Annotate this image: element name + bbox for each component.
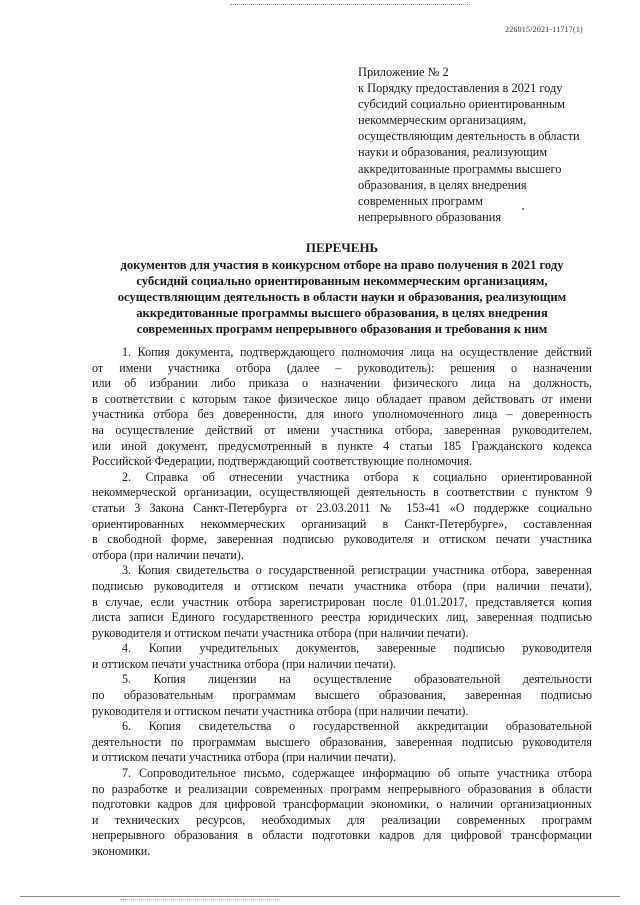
list-item-6 [92, 719, 592, 766]
title-line: аккредитованные программы высшего образования, в целях внедрения [136, 306, 548, 321]
scan-speck [522, 208, 524, 210]
scan-artifact-line [120, 899, 280, 900]
document-title [92, 240, 592, 338]
appendix-line: современных программ [358, 193, 483, 208]
list-item-line: руководителя и оттиском печати участника отбора (при наличии печати). [92, 625, 469, 640]
list-item-line: статьи 3 Закона Санкт-Петербурга от 23.03.2011 № 153-41 «О поддержке социально [92, 500, 592, 515]
list-item-1 [92, 345, 592, 470]
list-item-7 [92, 766, 592, 860]
list-item-line: на осуществление действий от имени участника отбора, заверенная руководителем, [92, 422, 592, 437]
document-number: 226015/2021-11717(1) [505, 25, 583, 34]
appendix-line: субсидий социально ориентированным [358, 97, 565, 112]
title-line: документов для участия в конкурсном отборе на право получения в 2021 году [120, 258, 564, 273]
list-item-line: 6. Копия свидетельства о государственной аккредитации образовательной [122, 719, 592, 734]
scan-artifact-line [20, 896, 620, 897]
title-line: субсидий социально ориентированным некоммерческим организациям, [136, 274, 548, 289]
list-item-4 [92, 641, 592, 672]
list-item-line: подписью руководителя и оттиском печати участника отбора (при наличии печати), [92, 578, 592, 593]
list-item-line: некоммерческой организации, осуществляющей деятельность в соответствии с пунктом 9 [92, 485, 592, 500]
appendix-line: к Порядку предоставления в 2021 году [358, 81, 563, 96]
list-item-2 [92, 470, 592, 564]
list-item-line: и оттиском печати участника отбора (при наличии печати). [92, 656, 397, 671]
list-item-line: и оттиском печати участника отбора (при наличии печати). [92, 750, 397, 765]
list-item-line: и технических ресурсов, необходимых для реализации современных программ [92, 812, 592, 827]
appendix-line: образования, в целях внедрения [358, 177, 527, 192]
title-line: современных программ непрерывного образования и требования к ним [136, 322, 548, 337]
list-item-line: деятельности по программам высшего образования, заверенная подписью руководителя [92, 734, 592, 749]
list-item-line: в случае, если участник отбора зарегистрирован после 01.01.2017, представляется копия [92, 594, 592, 609]
list-item-line: экономики. [92, 844, 151, 858]
list-item-5 [92, 672, 592, 719]
list-item-line: 7. Сопроводительное письмо, содержащее информацию об опыте участника отбора [122, 766, 592, 781]
list-item-line: листа записи Единого государственного реестра юридических лиц, заверенная подписью [92, 610, 592, 625]
list-item-line: или об избрании либо приказа о назначении физического лица на должность, [92, 376, 592, 391]
list-item-line: 5. Копия лицензии на осуществление образовательной деятельности [122, 672, 592, 687]
list-item-line: руководителя и оттиском печати участника отбора (при наличии печати). [92, 703, 469, 718]
list-item-line: 3. Копия свидетельства о государственной регистрации участника отбора, заверенная [122, 563, 592, 578]
list-item-line: по образовательным программам высшего образования, заверенная подписью [92, 688, 592, 703]
list-item-line: или иной документ, предусмотренный в пункте 4 статьи 185 Гражданского кодекса [92, 438, 592, 453]
list-item-3 [92, 563, 592, 641]
document-body [92, 345, 592, 860]
scan-artifact-line [230, 4, 470, 5]
title-heading: ПЕРЕЧЕНЬ [305, 240, 379, 255]
list-item-line: отбора (при наличии печати). [92, 547, 244, 562]
list-item-line: в соответствии с которым такое физическое лицо обладает правом действовать от имени [92, 391, 592, 406]
appendix-line: непрерывного образования [358, 209, 502, 224]
appendix-line: науки и образования, реализующим [358, 145, 548, 160]
appendix-line: аккредитованные программы высшего [358, 161, 562, 176]
list-item-line: 2. Справка об отнесении участника отбора к социально ориентированной [122, 469, 592, 484]
list-item-line: 4. Копии учредительных документов, заверенные подписью руководителя [122, 641, 592, 656]
appendix-line: осуществляющим деятельность в области [358, 129, 580, 144]
list-item-line: непрерывного образования в области подготовки кадров для цифровой трансформации [92, 828, 592, 843]
list-item-line: подготовки кадров для цифровой трансформации экономики, о наличии организационных [92, 797, 592, 812]
list-item-line: по разработке и реализации современных программ непрерывного образования в области [92, 781, 592, 796]
list-item-line: от имени участника отбора (далее – руководитель): решения о назначении [92, 360, 592, 375]
list-item-line: ориентированных некоммерческих организаций в Санкт-Петербурге», составленная [92, 516, 592, 531]
list-item-line: участника отбора без доверенности, для иного уполномоченного лица – доверенность [92, 407, 592, 422]
list-item-line: в свободной форме, заверенная подписью руководителя и оттиском печати участника [92, 532, 592, 547]
appendix-line: Приложение № 2 [358, 65, 449, 79]
appendix-line: некоммерческим организациям, [358, 113, 527, 128]
list-item-line: Российской Федерации, подтверждающий соответствующие полномочия. [92, 454, 473, 469]
list-item-line: 1. Копия документа, подтверждающего полномочия лица на осуществление действий [122, 345, 592, 359]
title-line: осуществляющим деятельность в области науки и образования, реализующим [117, 290, 567, 305]
appendix-block [358, 64, 608, 225]
